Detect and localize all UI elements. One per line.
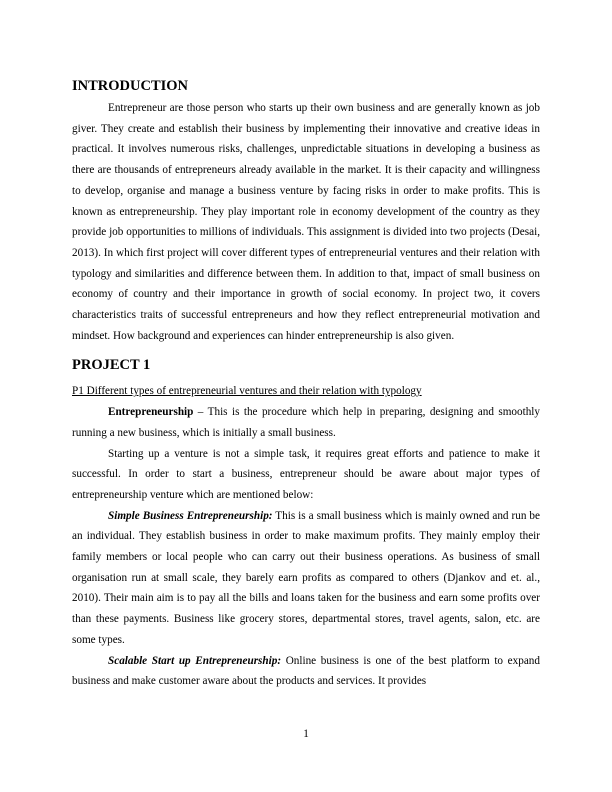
entrepreneurship-definition-paragraph (72, 402, 540, 443)
scalable-startup-text: Online business is one of the best platform to expand business and make customer aware about the products and services. It provides (72, 654, 540, 688)
simple-business-paragraph (72, 506, 540, 651)
starting-venture-paragraph: Starting up a venture is not a simple task, it requires great efforts and patience to make it successful. In order to start a business, entrepreneur should be aware about major types of entrepreneurship venture which are mentioned below: (72, 447, 540, 501)
introduction-paragraph: Entrepreneur are those person who starts up their own business and are generally known as job giver. They create and establish their business by implementing their innovative and creative ideas in practical. It involves numerous risks, challenges, unpredictable situations in developing a business as there are thousands of entrepreneurs already available in the market. It is their capacity and willingness to develop, organise and manage a business venture by facing risks in order to make profits. This is known as entrepreneurship. They play important role in economy development of the country as they provide job opportunities to millions of individuals. This assignment is divided into two projects (Desai, 2013). In which first project will cover different types of entrepreneurial ventures and their relation with typology and similarities and difference between them. In addition to that, impact of small business on economy of country and their importance in growth of social economy. In project two, it covers characteristics traits of successful entrepreneurs and how they reflect entrepreneurial motivation and mindset. How background and experiences can hinder entrepreneurship is also given. (72, 102, 540, 342)
p1-subheading: P1 Different types of entrepreneurial ventures and their relation with typology (72, 385, 422, 398)
scalable-startup-term: Scalable Start up Entrepreneurship: (108, 654, 282, 667)
simple-business-text: This is a small business which is mainly owned and run be an individual. They establish business in order to make maximum profits. They mainly employ their family members or local people who can carry out their business operations. As business of small organisation run at small scale, they barely earn profits as compared to others (Djankov and et. al., 2010). Their main aim is to pay all the bills and loans taken for the business and earn some profits over than these payments. Business like grocery stores, departmental stores, travel agents, salon, etc. are some types. (72, 509, 540, 646)
entrepreneurship-definition-text: – This is the procedure which help in preparing, designing and smoothly running a new business, which is initially a small business. (72, 406, 540, 439)
page-number: 1 (303, 728, 309, 740)
entrepreneurship-term: Entrepreneurship (108, 406, 194, 419)
project-1-heading: PROJECT 1 (72, 357, 151, 374)
simple-business-term: Simple Business Entrepreneurship: (108, 509, 273, 522)
scalable-startup-paragraph (72, 651, 540, 692)
introduction-heading: INTRODUCTION (72, 78, 189, 94)
document-page (72, 76, 540, 692)
